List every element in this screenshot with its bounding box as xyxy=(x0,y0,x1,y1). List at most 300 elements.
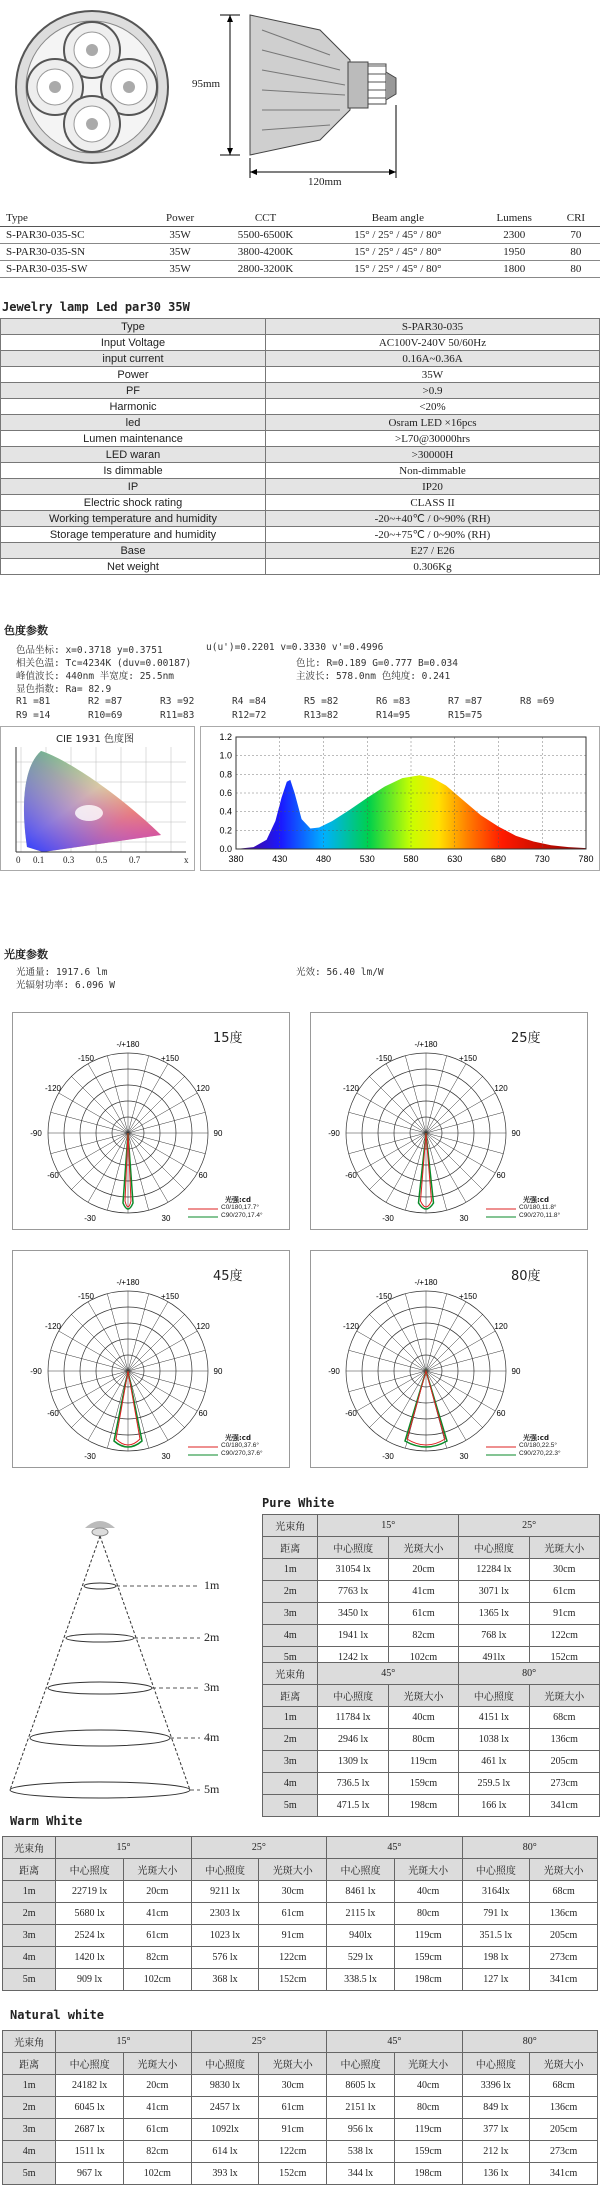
lux-cell: 102cm xyxy=(124,1969,192,1991)
sub-header: 中心照度 xyxy=(459,1685,529,1707)
lux-cell: 273cm xyxy=(530,2141,598,2163)
model-cell: 80 xyxy=(552,261,600,278)
sub-header: 光斑大小 xyxy=(394,1859,462,1881)
cct-value: 相关色温: Tc=4234K (duv=0.00187) xyxy=(16,658,192,669)
polar-legend-item: C0/180,11.8° xyxy=(519,1204,557,1211)
cri-r-value: R11=83 xyxy=(160,710,195,721)
spectrum-x-tick: 630 xyxy=(447,854,463,864)
polar-angle-label: +150 xyxy=(458,1292,478,1301)
lux-cell: 205cm xyxy=(530,1925,598,1947)
polar-angle-label: 90 xyxy=(213,1367,223,1376)
lux-cell: 41cm xyxy=(388,1581,458,1603)
lux-row xyxy=(263,1707,600,1729)
natural-white-table xyxy=(2,2030,598,2185)
lux-cell: 8461 lx xyxy=(327,1881,395,1903)
polar-angle-label: -/+180 xyxy=(414,1040,438,1049)
model-cell: 15° / 25° / 45° / 80° xyxy=(319,227,476,244)
polar-angle-label: -60 xyxy=(47,1409,59,1418)
model-cell: S-PAR30-035-SC xyxy=(0,227,148,244)
polar-angle-label: -150 xyxy=(375,1054,393,1063)
polar-angle-label: -90 xyxy=(328,1129,340,1138)
polar-legend-item: C0/180,22.5° xyxy=(519,1442,558,1449)
warm-white-title: Warm White xyxy=(10,1814,83,1828)
spec-value: >0.9 xyxy=(266,383,600,399)
spec-label: Is dimmable xyxy=(1,463,266,479)
distance-cell: 4m xyxy=(3,1947,56,1969)
corner-distance: 距离 xyxy=(263,1537,318,1559)
lux-cell: 3071 lx xyxy=(459,1581,529,1603)
lux-cell: 198 lx xyxy=(462,1947,530,1969)
model-row xyxy=(0,227,600,244)
lux-cell: 91cm xyxy=(259,1925,327,1947)
lux-row xyxy=(3,2119,598,2141)
sub-header: 中心照度 xyxy=(191,2053,259,2075)
lux-subheader-row xyxy=(263,1537,600,1559)
sub-header: 中心照度 xyxy=(56,1859,124,1881)
sub-header: 光斑大小 xyxy=(124,1859,192,1881)
polar-angle-label: 30 xyxy=(459,1452,469,1461)
lux-cell: 30cm xyxy=(259,2075,327,2097)
lux-cell: 491lx xyxy=(459,1647,529,1669)
cie-title: CIE 1931 色度图 xyxy=(56,734,135,745)
spectrum-x-tick: 430 xyxy=(272,854,288,864)
lamp-front-view-illustration xyxy=(0,0,600,205)
lux-cell: 2303 lx xyxy=(191,1903,259,1925)
polar-panel-3 xyxy=(12,1250,290,1468)
lux-row xyxy=(3,2141,598,2163)
beam-cone-drawing xyxy=(0,1500,260,1800)
sub-header: 中心照度 xyxy=(327,1859,395,1881)
beam-cone-illustration xyxy=(0,1500,260,1800)
distance-cell: 3m xyxy=(3,2119,56,2141)
warm-white-table xyxy=(2,1836,598,1991)
distance-cell: 1m xyxy=(263,1707,318,1729)
cie-1931-diagram xyxy=(1,727,196,872)
lux-cell: 8605 lx xyxy=(327,2075,395,2097)
sub-header: 中心照度 xyxy=(318,1685,388,1707)
corner-beam-angle: 光束角 xyxy=(3,1837,56,1859)
lux-cell: 1511 lx xyxy=(56,2141,124,2163)
spec-row xyxy=(1,335,600,351)
lux-cell: 61cm xyxy=(124,2119,192,2141)
lux-row xyxy=(3,1925,598,1947)
lux-cell: 9211 lx xyxy=(191,1881,259,1903)
lux-cell: 152cm xyxy=(259,2163,327,2185)
lux-cell: 576 lx xyxy=(191,1947,259,1969)
spec-value: S-PAR30-035 xyxy=(266,319,600,335)
lux-cell: 538 lx xyxy=(327,2141,395,2163)
lux-cell: 61cm xyxy=(259,1903,327,1925)
spectrum-y-tick: 0.2 xyxy=(219,825,232,836)
sub-header: 光斑大小 xyxy=(394,2053,462,2075)
cri-r-value: R7 =87 xyxy=(448,696,483,707)
lux-cell: 393 lx xyxy=(191,2163,259,2185)
lux-cell: 119cm xyxy=(394,2119,462,2141)
lux-cell: 91cm xyxy=(529,1603,599,1625)
lux-subheader-row xyxy=(3,1859,598,1881)
spec-row xyxy=(1,399,600,415)
spec-row xyxy=(1,383,600,399)
radiant-power: 光辐射功率: 6.096 W xyxy=(16,980,115,991)
spectrum-y-tick: 0.4 xyxy=(219,806,232,817)
pure-white-table-b xyxy=(262,1662,600,1817)
cone-label-3m: 3m xyxy=(204,1680,220,1694)
polar-angle-label: -120 xyxy=(342,1322,360,1331)
luminous-flux: 光通量: 1917.6 lm xyxy=(16,967,108,978)
cri-r-value: R12=72 xyxy=(232,710,267,721)
lux-cell: 9830 lx xyxy=(191,2075,259,2097)
lux-cell: 24182 lx xyxy=(56,2075,124,2097)
cri-r-value: R2 =87 xyxy=(88,696,123,707)
lux-cell: 849 lx xyxy=(462,2097,530,2119)
lux-row xyxy=(3,1903,598,1925)
polar-angle-label: -90 xyxy=(30,1367,42,1376)
cone-label-1m: 1m xyxy=(204,1578,220,1592)
spec-value: Non-dimmable xyxy=(266,463,600,479)
lux-cell: 127 lx xyxy=(462,1969,530,1991)
spec-row xyxy=(1,511,600,527)
spec-value: 0.16A~0.36A xyxy=(266,351,600,367)
spec-row xyxy=(1,559,600,575)
spectrum-y-tick: 1.0 xyxy=(219,750,232,761)
cri-r-value: R15=75 xyxy=(448,710,483,721)
lux-row xyxy=(263,1795,600,1817)
angle-header: 25° xyxy=(191,1837,326,1859)
spec-value: 0.306Kg xyxy=(266,559,600,575)
polar-angle-label: -150 xyxy=(375,1292,393,1301)
sub-header: 中心照度 xyxy=(327,2053,395,2075)
corner-distance: 距离 xyxy=(3,1859,56,1881)
lux-row xyxy=(3,2097,598,2119)
lux-row xyxy=(263,1559,600,1581)
model-col-header: CCT xyxy=(212,210,319,227)
lux-cell: 1023 lx xyxy=(191,1925,259,1947)
spectrum-x-tick: 580 xyxy=(403,854,419,864)
lux-cell: 338.5 lx xyxy=(327,1969,395,1991)
lux-header-row xyxy=(3,1837,598,1859)
lux-cell: 30cm xyxy=(529,1559,599,1581)
lux-cell: 20cm xyxy=(124,1881,192,1903)
distance-cell: 1m xyxy=(3,1881,56,1903)
model-cell: 35W xyxy=(148,261,212,278)
polar-angle-label: -30 xyxy=(84,1452,96,1461)
corner-beam-angle: 光束角 xyxy=(263,1663,318,1685)
distance-cell: 2m xyxy=(263,1729,318,1751)
sub-header: 中心照度 xyxy=(191,1859,259,1881)
sub-header: 光斑大小 xyxy=(530,2053,598,2075)
polar-angle-label: 60 xyxy=(198,1409,208,1418)
angle-header: 25° xyxy=(459,1515,600,1537)
lux-cell: 152cm xyxy=(529,1647,599,1669)
spec-label: Base xyxy=(1,543,266,559)
spectrum-x-tick: 780 xyxy=(578,854,594,864)
spectrum-x-tick: 380 xyxy=(228,854,244,864)
lux-cell: 967 lx xyxy=(56,2163,124,2185)
spec-row xyxy=(1,543,600,559)
product-drawings xyxy=(0,0,600,205)
spec-value: -20~+75℃ / 0~90% (RH) xyxy=(266,527,600,543)
lux-row xyxy=(263,1751,600,1773)
cri-r-value: R9 =14 xyxy=(16,710,51,721)
polar-angle-label: +150 xyxy=(160,1054,180,1063)
spec-label: Power xyxy=(1,367,266,383)
spec-label: PF xyxy=(1,383,266,399)
chroma-uv: u(u')=0.2201 v=0.3330 v'=0.4996 xyxy=(206,642,384,653)
polar-unit: 光强:cd xyxy=(523,1196,549,1204)
lux-cell: 40cm xyxy=(388,1707,458,1729)
distance-cell: 2m xyxy=(3,1903,56,1925)
lux-cell: 68cm xyxy=(530,1881,598,1903)
spec-row xyxy=(1,479,600,495)
cri-r-value: R10=69 xyxy=(88,710,123,721)
distance-cell: 4m xyxy=(3,2141,56,2163)
sub-header: 光斑大小 xyxy=(259,2053,327,2075)
polar-angle-label: -30 xyxy=(382,1214,394,1223)
polar-panel-4 xyxy=(310,1250,588,1468)
cri-r-value: R5 =82 xyxy=(304,696,339,707)
lux-cell: 159cm xyxy=(388,1773,458,1795)
sub-header: 中心照度 xyxy=(462,1859,530,1881)
lux-cell: 4151 lx xyxy=(459,1707,529,1729)
model-table xyxy=(0,210,600,278)
lux-cell: 3450 lx xyxy=(318,1603,388,1625)
polar-angle-label: 90 xyxy=(511,1129,521,1138)
polar-angle-label: +150 xyxy=(458,1054,478,1063)
cone-label-4m: 4m xyxy=(204,1730,220,1744)
lux-cell: 2524 lx xyxy=(56,1925,124,1947)
spec-row xyxy=(1,527,600,543)
polar-title: 25度 xyxy=(511,1031,541,1046)
peak-wavelength: 峰值波长: 440nm 半宽度: 25.5nm xyxy=(16,671,175,682)
distance-cell: 1m xyxy=(3,2075,56,2097)
spectrum-chart xyxy=(201,727,600,872)
polar-angle-label: -60 xyxy=(47,1171,59,1180)
model-cell: 80 xyxy=(552,244,600,261)
model-cell: 35W xyxy=(148,244,212,261)
polar-unit: 光强:cd xyxy=(523,1434,549,1442)
polar-angle-label: -90 xyxy=(328,1367,340,1376)
distance-cell: 3m xyxy=(263,1751,318,1773)
spec-label: Working temperature and humidity xyxy=(1,511,266,527)
lux-cell: 20cm xyxy=(124,2075,192,2097)
lux-cell: 909 lx xyxy=(56,1969,124,1991)
lux-cell: 61cm xyxy=(529,1581,599,1603)
polar-angle-label: -30 xyxy=(84,1214,96,1223)
dominant-wavelength: 主波长: 578.0nm 色纯度: 0.241 xyxy=(296,671,451,682)
lux-cell: 791 lx xyxy=(462,1903,530,1925)
angle-header: 45° xyxy=(318,1663,459,1685)
lux-cell: 40cm xyxy=(394,1881,462,1903)
distance-cell: 4m xyxy=(263,1773,318,1795)
cri-r-value: R8 =69 xyxy=(520,696,555,707)
lux-cell: 6045 lx xyxy=(56,2097,124,2119)
chroma-xy: 色品坐标: x=0.3718 y=0.3751 xyxy=(16,645,163,656)
distance-cell: 5m xyxy=(3,1969,56,1991)
spec-label: Storage temperature and humidity xyxy=(1,527,266,543)
cie-tick: 0.1 xyxy=(33,855,45,865)
lux-cell: 20cm xyxy=(388,1559,458,1581)
polar-unit: 光强:cd xyxy=(225,1196,251,1204)
spec-value: E27 / E26 xyxy=(266,543,600,559)
cri-r-value: R14=95 xyxy=(376,710,411,721)
polar-angle-label: 90 xyxy=(213,1129,223,1138)
lux-row xyxy=(3,2075,598,2097)
polar-angle-label: 120 xyxy=(494,1084,508,1093)
cri-ra: 显色指数: Ra= 82.9 xyxy=(16,684,112,695)
cie-tick: 0.7 xyxy=(129,855,141,865)
cie-tick: 0.3 xyxy=(63,855,75,865)
polar-angle-label: 30 xyxy=(161,1452,171,1461)
cri-r-value: R13=82 xyxy=(304,710,339,721)
lux-cell: 80cm xyxy=(388,1729,458,1751)
distance-cell: 4m xyxy=(263,1625,318,1647)
polar-angle-label: 30 xyxy=(161,1214,171,1223)
lux-subheader-row xyxy=(263,1685,600,1707)
pure-white-title: Pure White xyxy=(262,1496,335,1510)
lux-cell: 30cm xyxy=(259,1881,327,1903)
polar-unit: 光强:cd xyxy=(225,1434,251,1442)
natural-white-title: Natural white xyxy=(10,2008,104,2022)
lux-cell: 40cm xyxy=(394,2075,462,2097)
spec-value: -20~+40℃ / 0~90% (RH) xyxy=(266,511,600,527)
spec-row xyxy=(1,367,600,383)
lux-cell: 68cm xyxy=(529,1707,599,1729)
distance-cell: 3m xyxy=(3,1925,56,1947)
lux-cell: 122cm xyxy=(259,2141,327,2163)
lux-cell: 119cm xyxy=(388,1751,458,1773)
lux-cell: 41cm xyxy=(124,1903,192,1925)
model-row xyxy=(0,244,600,261)
lux-cell: 259.5 lx xyxy=(459,1773,529,1795)
spec-label: input current xyxy=(1,351,266,367)
lux-cell: 198cm xyxy=(388,1795,458,1817)
lux-cell: 119cm xyxy=(394,1925,462,1947)
model-col-header: Power xyxy=(148,210,212,227)
lux-cell: 2687 lx xyxy=(56,2119,124,2141)
angle-header: 15° xyxy=(56,2031,191,2053)
lux-header-row xyxy=(3,2031,598,2053)
model-cell: 35W xyxy=(148,227,212,244)
lux-cell: 102cm xyxy=(124,2163,192,2185)
pure-white-table-a xyxy=(262,1514,600,1669)
lux-row xyxy=(3,2163,598,2185)
lux-cell: 614 lx xyxy=(191,2141,259,2163)
spec-value: Osram LED ×16pcs xyxy=(266,415,600,431)
lux-cell: 82cm xyxy=(124,2141,192,2163)
polar-legend-item: C0/180,37.6° xyxy=(221,1442,260,1449)
lux-cell: 1038 lx xyxy=(459,1729,529,1751)
lux-cell: 940lx xyxy=(327,1925,395,1947)
sub-header: 光斑大小 xyxy=(388,1537,458,1559)
polar-angle-label: 120 xyxy=(196,1322,210,1331)
angle-header: 45° xyxy=(327,1837,462,1859)
lux-cell: 212 lx xyxy=(462,2141,530,2163)
spec-value: 35W xyxy=(266,367,600,383)
lux-cell: 122cm xyxy=(529,1625,599,1647)
polar-angle-label: -150 xyxy=(77,1292,95,1301)
spec-label: Input Voltage xyxy=(1,335,266,351)
sub-header: 中心照度 xyxy=(56,2053,124,2075)
corner-beam-angle: 光束角 xyxy=(3,2031,56,2053)
polar-angle-label: -/+180 xyxy=(414,1278,438,1287)
lux-row xyxy=(263,1773,600,1795)
lux-cell: 3396 lx xyxy=(462,2075,530,2097)
lux-row xyxy=(3,1969,598,1991)
distance-cell: 5m xyxy=(3,2163,56,2185)
lux-cell: 351.5 lx xyxy=(462,1925,530,1947)
lux-cell: 736.5 lx xyxy=(318,1773,388,1795)
model-cell: 15° / 25° / 45° / 80° xyxy=(319,261,476,278)
lux-cell: 159cm xyxy=(394,2141,462,2163)
luminous-efficacy: 光效: 56.40 lm/W xyxy=(296,967,384,978)
angle-header: 25° xyxy=(191,2031,326,2053)
lux-cell: 341cm xyxy=(530,2163,598,2185)
model-col-header: CRI xyxy=(552,210,600,227)
cone-label-5m: 5m xyxy=(204,1782,220,1796)
spec-table xyxy=(0,318,600,575)
angle-header: 80° xyxy=(462,1837,597,1859)
polar-title: 80度 xyxy=(511,1269,541,1284)
cone-label-2m: 2m xyxy=(204,1630,220,1644)
cri-r-value: R3 =92 xyxy=(160,696,195,707)
lux-cell: 368 lx xyxy=(191,1969,259,1991)
polar-angle-label: -120 xyxy=(44,1322,62,1331)
spec-label: led xyxy=(1,415,266,431)
lux-cell: 41cm xyxy=(124,2097,192,2119)
lux-cell: 461 lx xyxy=(459,1751,529,1773)
distance-cell: 1m xyxy=(263,1559,318,1581)
lux-cell: 22719 lx xyxy=(56,1881,124,1903)
spec-row xyxy=(1,319,600,335)
cie-tick: 0 xyxy=(16,855,21,865)
lux-cell: 1092lx xyxy=(191,2119,259,2141)
spectrum-x-tick: 530 xyxy=(359,854,375,864)
cie-tick: 0.5 xyxy=(96,855,108,865)
polar-angle-label: 60 xyxy=(496,1171,506,1180)
angle-header: 15° xyxy=(318,1515,459,1537)
corner-distance: 距离 xyxy=(3,2053,56,2075)
lux-cell: 205cm xyxy=(530,2119,598,2141)
lux-cell: 136cm xyxy=(530,2097,598,2119)
spec-value: <20% xyxy=(266,399,600,415)
lux-cell: 198cm xyxy=(394,2163,462,2185)
spec-value: CLASS II xyxy=(266,495,600,511)
distance-cell: 3m xyxy=(263,1603,318,1625)
model-row xyxy=(0,261,600,278)
lux-row xyxy=(263,1729,600,1751)
cie-diagram-panel xyxy=(0,726,195,871)
polar-angle-label: -90 xyxy=(30,1129,42,1138)
lux-cell: 61cm xyxy=(259,2097,327,2119)
lux-cell: 1365 lx xyxy=(459,1603,529,1625)
lux-header-row xyxy=(263,1663,600,1685)
lux-cell: 12284 lx xyxy=(459,1559,529,1581)
angle-header: 45° xyxy=(327,2031,462,2053)
polar-panel-1 xyxy=(12,1012,290,1230)
lux-cell: 136 lx xyxy=(462,2163,530,2185)
polar-legend-item: C0/180,17.7° xyxy=(221,1204,260,1211)
lux-cell: 11784 lx xyxy=(318,1707,388,1729)
lux-cell: 1941 lx xyxy=(318,1625,388,1647)
spectrum-y-tick: 0.6 xyxy=(219,788,232,798)
lux-cell: 1420 lx xyxy=(56,1947,124,1969)
spec-row xyxy=(1,431,600,447)
lux-cell: 166 lx xyxy=(459,1795,529,1817)
distance-cell: 2m xyxy=(263,1581,318,1603)
polar-angle-label: -120 xyxy=(342,1084,360,1093)
spectrum-panel xyxy=(200,726,600,871)
sub-header: 中心照度 xyxy=(462,2053,530,2075)
